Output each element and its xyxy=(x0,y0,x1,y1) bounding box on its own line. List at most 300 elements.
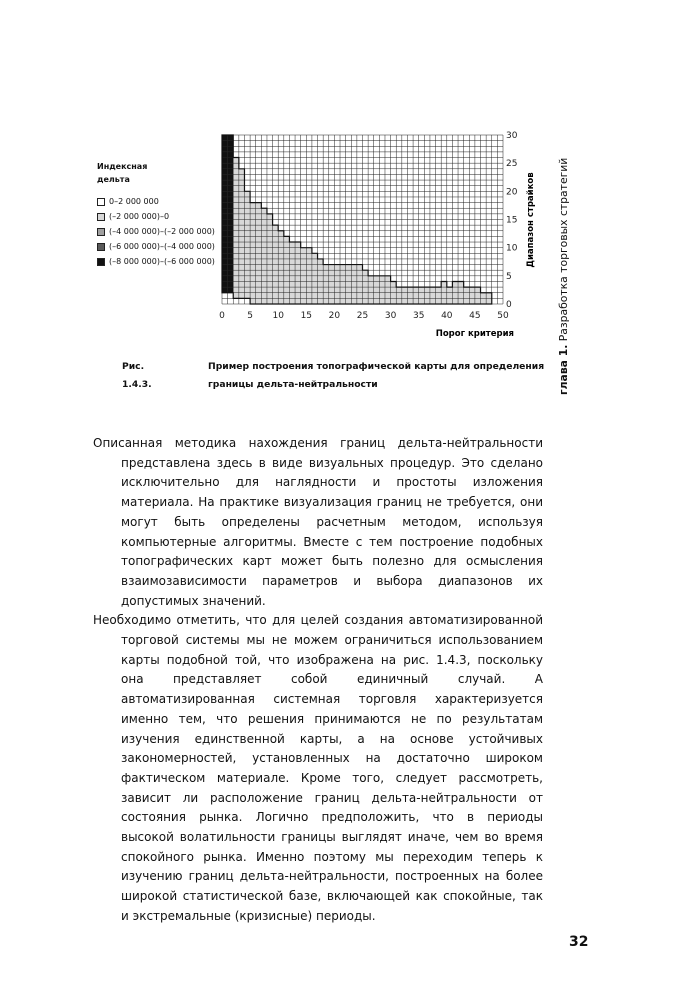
heatmap-cell xyxy=(402,287,408,293)
heatmap-cell xyxy=(368,276,374,282)
heatmap-cell xyxy=(295,242,301,248)
heatmap-cell xyxy=(250,276,256,282)
heatmap-cell xyxy=(228,203,234,209)
heatmap-cell xyxy=(289,265,295,271)
heatmap-cell xyxy=(436,293,442,299)
heatmap-cell xyxy=(357,287,363,293)
heatmap-cell xyxy=(256,276,262,282)
heatmap-cell xyxy=(228,135,234,141)
heatmap-cell xyxy=(385,298,391,304)
heatmap-cell xyxy=(295,270,301,276)
x-tick-label: 10 xyxy=(272,311,284,321)
heatmap-cell xyxy=(261,208,267,214)
heatmap-cell xyxy=(228,259,234,265)
heatmap-cell xyxy=(250,203,256,209)
heatmap-cell xyxy=(374,298,380,304)
heatmap-cell xyxy=(233,220,239,226)
heatmap-cell xyxy=(407,287,413,293)
heatmap-cell xyxy=(256,236,262,242)
heatmap-cell xyxy=(222,236,228,242)
heatmap-cell xyxy=(379,293,385,299)
heatmap-cell xyxy=(357,270,363,276)
heatmap-cell xyxy=(228,276,234,282)
heatmap-cell xyxy=(233,265,239,271)
heatmap-cell xyxy=(441,293,447,299)
heatmap-cell xyxy=(273,231,279,237)
heatmap-cell xyxy=(475,298,481,304)
heatmap-cell xyxy=(318,293,324,299)
heatmap-cell xyxy=(261,236,267,242)
heatmap-cell xyxy=(458,281,464,287)
heatmap-cell xyxy=(250,253,256,259)
heatmap-cell xyxy=(402,293,408,299)
heatmap-cell xyxy=(256,203,262,209)
heatmap-cell xyxy=(222,214,228,220)
figure-caption-text: Пример построения топографической карты для определения границы дельта-нейтральности xyxy=(208,361,545,390)
heatmap-cell xyxy=(228,287,234,293)
heatmap-cell xyxy=(244,248,250,254)
heatmap-cell xyxy=(261,259,267,265)
heatmap-cell xyxy=(256,265,262,271)
heatmap-cell xyxy=(357,298,363,304)
heatmap-cell xyxy=(222,287,228,293)
heatmap-cell xyxy=(233,270,239,276)
heatmap-cell xyxy=(228,281,234,287)
heatmap-cell xyxy=(469,298,475,304)
heatmap-cell xyxy=(379,287,385,293)
heatmap-cell xyxy=(233,169,239,175)
heatmap-cell xyxy=(222,152,228,158)
heatmap-cell xyxy=(396,287,402,293)
heatmap-cell xyxy=(447,293,453,299)
heatmap-cell xyxy=(334,281,340,287)
heatmap-cell xyxy=(289,259,295,265)
heatmap-cell xyxy=(357,276,363,282)
heatmap-cell xyxy=(295,265,301,271)
heatmap-cell xyxy=(228,152,234,158)
heatmap-cell xyxy=(323,276,329,282)
heatmap-cell xyxy=(385,276,391,282)
heatmap-cell xyxy=(222,180,228,186)
heatmap-cell xyxy=(289,242,295,248)
heatmap-cell xyxy=(312,270,318,276)
heatmap-cell xyxy=(233,253,239,259)
heatmap-cell xyxy=(233,174,239,180)
heatmap-cell xyxy=(261,293,267,299)
heatmap-cell xyxy=(261,214,267,220)
heatmap-cell xyxy=(284,270,290,276)
heatmap-cell xyxy=(267,231,273,237)
heatmap-cell xyxy=(464,287,470,293)
heatmap-cell xyxy=(363,281,369,287)
heatmap-cell xyxy=(233,158,239,164)
legend-item xyxy=(97,239,215,254)
heatmap-cell xyxy=(357,293,363,299)
heatmap-cell xyxy=(250,236,256,242)
heatmap-cell xyxy=(273,281,279,287)
heatmap-cell xyxy=(318,287,324,293)
heatmap-cell xyxy=(261,253,267,259)
heatmap-cell xyxy=(391,287,397,293)
heatmap-cell xyxy=(233,163,239,169)
heatmap-cell xyxy=(312,265,318,271)
heatmap-cell xyxy=(312,253,318,259)
heatmap-cell xyxy=(222,231,228,237)
heatmap-cell xyxy=(289,298,295,304)
heatmap-cell xyxy=(391,281,397,287)
heatmap-cell xyxy=(261,281,267,287)
heatmap-cell xyxy=(228,236,234,242)
heatmap-cell xyxy=(334,270,340,276)
heatmap-cell xyxy=(323,281,329,287)
heatmap-cell xyxy=(284,293,290,299)
heatmap-cell xyxy=(256,287,262,293)
heatmap-cell xyxy=(273,253,279,259)
heatmap-cell xyxy=(452,293,458,299)
heatmap-cell xyxy=(256,248,262,254)
heatmap-cell xyxy=(222,135,228,141)
heatmap-cell xyxy=(233,236,239,242)
heatmap-cell xyxy=(295,259,301,265)
heatmap-cell xyxy=(278,270,284,276)
heatmap-cell xyxy=(244,242,250,248)
heatmap-cell xyxy=(222,169,228,175)
heatmap-cell xyxy=(239,276,245,282)
heatmap-cell xyxy=(244,214,250,220)
heatmap-cell xyxy=(256,214,262,220)
heatmap-cell xyxy=(458,298,464,304)
heatmap-cell xyxy=(346,276,352,282)
heatmap-cell xyxy=(228,186,234,192)
chapter-title: Разработка торговых стратегий xyxy=(557,157,570,345)
heatmap-cell xyxy=(222,281,228,287)
heatmap-cell xyxy=(261,242,267,248)
heatmap-cell xyxy=(244,208,250,214)
heatmap-cell xyxy=(295,287,301,293)
heatmap-cell xyxy=(250,259,256,265)
heatmap-cell xyxy=(239,259,245,265)
heatmap-cell xyxy=(267,214,273,220)
legend-swatch xyxy=(97,198,105,206)
heatmap-cell xyxy=(267,270,273,276)
heatmap-cell xyxy=(239,248,245,254)
heatmap-cell xyxy=(424,298,430,304)
heatmap-cell xyxy=(250,270,256,276)
heatmap-cell xyxy=(301,253,307,259)
x-tick-label: 5 xyxy=(247,311,253,321)
heatmap-cell xyxy=(267,225,273,231)
heatmap-cell xyxy=(239,270,245,276)
heatmap-cell xyxy=(475,293,481,299)
heatmap-cell xyxy=(413,298,419,304)
heatmap-cell xyxy=(222,276,228,282)
heatmap-cell xyxy=(363,293,369,299)
legend-item xyxy=(97,254,215,269)
heatmap-cell xyxy=(228,146,234,152)
heatmap-cell xyxy=(222,253,228,259)
heatmap-cell xyxy=(228,163,234,169)
heatmap-cell xyxy=(228,208,234,214)
heatmap-cell xyxy=(273,270,279,276)
heatmap-cell xyxy=(289,293,295,299)
heatmap-cell xyxy=(329,265,335,271)
heatmap-cell xyxy=(284,287,290,293)
heatmap-cell xyxy=(340,287,346,293)
legend-item xyxy=(97,194,215,209)
heatmap-cell xyxy=(436,298,442,304)
heatmap-cell xyxy=(239,253,245,259)
heatmap-cell xyxy=(261,225,267,231)
heatmap-cell xyxy=(385,293,391,299)
heatmap-cell xyxy=(351,281,357,287)
heatmap-cell xyxy=(284,259,290,265)
heatmap-cell xyxy=(267,293,273,299)
heatmap-cell xyxy=(306,270,312,276)
heatmap-cell xyxy=(261,287,267,293)
heatmap-cell xyxy=(244,236,250,242)
heatmap-cell xyxy=(452,281,458,287)
heatmap-cell xyxy=(475,287,481,293)
heatmap-cell xyxy=(256,253,262,259)
heatmap-cell xyxy=(346,281,352,287)
heatmap-cell xyxy=(222,146,228,152)
heatmap-cell xyxy=(379,281,385,287)
heatmap-cell xyxy=(363,270,369,276)
heatmap-cell xyxy=(301,265,307,271)
heatmap-cell xyxy=(261,270,267,276)
heatmap-cell xyxy=(222,203,228,209)
heatmap-cell xyxy=(284,236,290,242)
heatmap-cell xyxy=(486,298,492,304)
heatmap-cell xyxy=(273,265,279,271)
heatmap-cell xyxy=(306,248,312,254)
heatmap-cell xyxy=(289,276,295,282)
heatmap-cell xyxy=(256,270,262,276)
heatmap-cell xyxy=(374,287,380,293)
heatmap-cell xyxy=(239,220,245,226)
heatmap-cell xyxy=(244,281,250,287)
heatmap-cell xyxy=(228,225,234,231)
x-tick-label: 0 xyxy=(219,311,225,321)
heatmap-cell xyxy=(284,248,290,254)
heatmap-cell xyxy=(228,265,234,271)
heatmap-cell xyxy=(250,248,256,254)
heatmap-cell xyxy=(228,248,234,254)
heatmap-cell xyxy=(340,276,346,282)
heatmap-cell xyxy=(239,169,245,175)
heatmap-cell xyxy=(256,208,262,214)
heatmap-cell xyxy=(306,281,312,287)
heatmap-cell xyxy=(244,265,250,271)
heatmap-cell xyxy=(228,214,234,220)
x-tick-label: 15 xyxy=(300,311,313,321)
heatmap-cell xyxy=(340,270,346,276)
heatmap-cell xyxy=(239,236,245,242)
heatmap-cell xyxy=(250,281,256,287)
y-tick-label: 20 xyxy=(506,187,518,198)
heatmap-cell xyxy=(239,214,245,220)
y-tick-label: 30 xyxy=(506,131,518,141)
heatmap-cell xyxy=(334,265,340,271)
heatmap-cell xyxy=(318,265,324,271)
heatmap-cell xyxy=(222,174,228,180)
heatmap-cell xyxy=(447,298,453,304)
heatmap-cell xyxy=(244,276,250,282)
heatmap-cell xyxy=(250,265,256,271)
heatmap-cell xyxy=(228,220,234,226)
heatmap-cell xyxy=(357,281,363,287)
heatmap-cell xyxy=(222,248,228,254)
heatmap-cell xyxy=(233,231,239,237)
heatmap-cell xyxy=(312,276,318,282)
heatmap-cell xyxy=(256,220,262,226)
heatmap-cell xyxy=(250,220,256,226)
heatmap-cell xyxy=(244,197,250,203)
heatmap-cell xyxy=(239,231,245,237)
heatmap-cell xyxy=(233,214,239,220)
heatmap-cell xyxy=(244,191,250,197)
heatmap-cell xyxy=(222,141,228,147)
heatmap-cell xyxy=(273,276,279,282)
heatmap-cell xyxy=(329,293,335,299)
x-axis-label: Порог критерия xyxy=(435,329,514,339)
heatmap-cell xyxy=(244,270,250,276)
heatmap-cell xyxy=(289,248,295,254)
heatmap-cell xyxy=(374,276,380,282)
x-tick-label: 35 xyxy=(412,311,425,321)
body-text xyxy=(93,434,543,927)
heatmap-cell xyxy=(424,287,430,293)
x-tick-label: 45 xyxy=(469,311,481,321)
heatmap-cell xyxy=(396,298,402,304)
heatmap-cell xyxy=(334,293,340,299)
heatmap-cell xyxy=(306,276,312,282)
heatmap-cell xyxy=(318,276,324,282)
heatmap-cell xyxy=(244,231,250,237)
heatmap-cell xyxy=(273,248,279,254)
heatmap-cell xyxy=(334,287,340,293)
heatmap-cell xyxy=(289,253,295,259)
heatmap-cell xyxy=(329,276,335,282)
heatmap-cell xyxy=(239,208,245,214)
heatmap-cell xyxy=(239,180,245,186)
heatmap-cell xyxy=(402,298,408,304)
heatmap-cell xyxy=(306,259,312,265)
heatmap-cell xyxy=(301,276,307,282)
heatmap-cell xyxy=(267,265,273,271)
heatmap-cell xyxy=(233,225,239,231)
heatmap-cell xyxy=(267,276,273,282)
heatmap-cell xyxy=(340,265,346,271)
heatmap-cell xyxy=(301,293,307,299)
heatmap-cell xyxy=(239,197,245,203)
legend-label: 0–2 000 000 xyxy=(109,197,159,206)
heatmap-cell xyxy=(278,281,284,287)
heatmap-cell xyxy=(250,298,256,304)
heatmap-cell xyxy=(239,293,245,299)
heatmap-cell xyxy=(278,236,284,242)
heatmap-cell xyxy=(351,287,357,293)
heatmap-cell xyxy=(233,191,239,197)
heatmap-cell xyxy=(419,287,425,293)
heatmap-cell xyxy=(407,293,413,299)
heatmap-cell xyxy=(346,298,352,304)
heatmap-cell xyxy=(222,259,228,265)
heatmap-cell xyxy=(329,270,335,276)
heatmap-cell xyxy=(278,242,284,248)
heatmap-cell xyxy=(239,265,245,271)
heatmap-cell xyxy=(233,293,239,299)
heatmap-cell xyxy=(306,298,312,304)
heatmap-cell xyxy=(222,242,228,248)
heatmap-cell xyxy=(312,281,318,287)
heatmap-cell xyxy=(222,225,228,231)
heatmap-cell xyxy=(233,203,239,209)
heatmap-cell xyxy=(250,293,256,299)
heatmap-cell xyxy=(278,287,284,293)
heatmap-cell xyxy=(340,298,346,304)
heatmap-cell xyxy=(244,253,250,259)
heatmap-cell xyxy=(267,281,273,287)
heatmap-cell xyxy=(250,231,256,237)
heatmap-cell xyxy=(306,253,312,259)
heatmap-cell xyxy=(334,298,340,304)
heatmap-cell xyxy=(357,265,363,271)
heatmap-cell xyxy=(228,174,234,180)
heatmap-cell xyxy=(278,253,284,259)
heatmap-cell xyxy=(295,248,301,254)
heatmap-cell xyxy=(273,242,279,248)
heatmap-cell xyxy=(273,225,279,231)
heatmap-cell xyxy=(391,298,397,304)
heatmap-cell xyxy=(233,180,239,186)
heatmap-cell xyxy=(284,242,290,248)
heatmap-cell xyxy=(228,141,234,147)
heatmap-cell xyxy=(222,208,228,214)
heatmap-cell xyxy=(318,259,324,265)
heatmap-cell xyxy=(256,293,262,299)
paragraph: Описанная методика нахождения границ дельта-нейтральности представлена здесь в виде визуальных процедур. Это сделано исключительно для наглядности и простоты изложения материала. На практике визуализация границ не требуется, они могут быть определены расчетным методом, используя компьютерные алгоритмы. Вместе с тем построение подобных топографических карт может быть полезно для осмысления взаимозависимости параметров и выбора диапазонов их допустимых значений. xyxy=(93,436,543,608)
legend-label: (–6 000 000)–(–4 000 000) xyxy=(109,242,215,251)
heatmap-cell xyxy=(256,231,262,237)
heatmap-cell xyxy=(312,287,318,293)
heatmap-cell xyxy=(379,298,385,304)
legend-swatch xyxy=(97,243,105,251)
heatmap-cell xyxy=(301,259,307,265)
heatmap-cell xyxy=(346,265,352,271)
heatmap-cell xyxy=(222,191,228,197)
heatmap-cell xyxy=(329,298,335,304)
heatmap-cell xyxy=(233,186,239,192)
heatmap-cell xyxy=(273,293,279,299)
heatmap-cell xyxy=(267,259,273,265)
heatmap-cell xyxy=(419,298,425,304)
heatmap-cell xyxy=(312,293,318,299)
figure-number: Рис. 1.4.3. xyxy=(122,361,152,390)
heatmap-cell xyxy=(368,293,374,299)
heatmap-cell xyxy=(239,203,245,209)
heatmap-cell xyxy=(486,293,492,299)
heatmap-cell xyxy=(222,163,228,169)
heatmap-cell xyxy=(430,287,436,293)
heatmap-cell xyxy=(239,281,245,287)
heatmap-cell xyxy=(222,197,228,203)
x-tick-label: 25 xyxy=(356,311,369,321)
heatmap-cell xyxy=(351,270,357,276)
heatmap-cell xyxy=(363,276,369,282)
heatmap-cell xyxy=(250,242,256,248)
heatmap-cell xyxy=(228,253,234,259)
